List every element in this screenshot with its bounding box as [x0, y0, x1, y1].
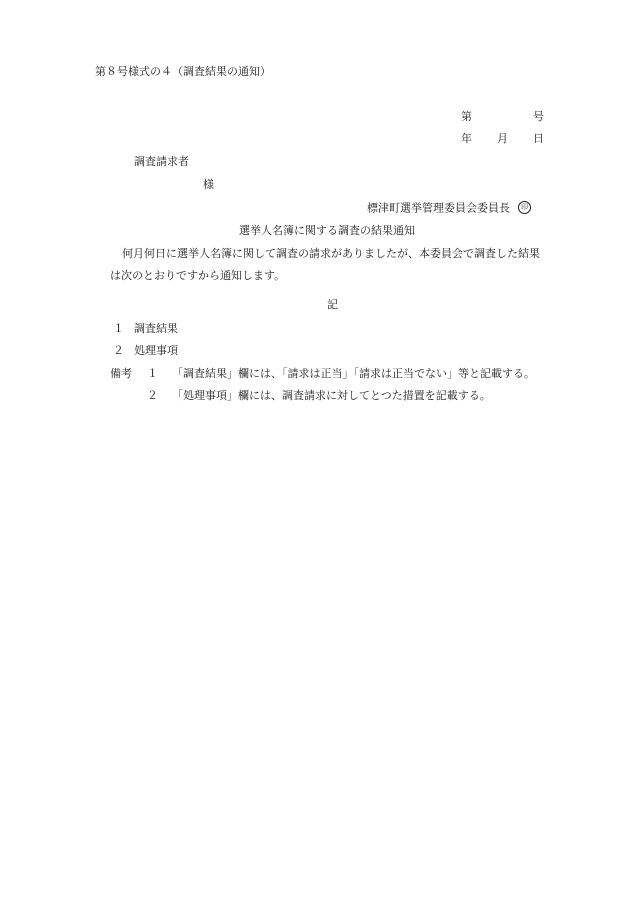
- number-suffix: 号: [533, 110, 544, 123]
- note-number: １: [147, 367, 158, 380]
- note-text: 「調査結果」欄には、「請求は正当」「請求は正当でない」等と記載する。: [172, 367, 535, 380]
- ki-heading: 記: [327, 298, 338, 311]
- date-year: 年: [461, 132, 472, 145]
- item-text: 調査結果: [134, 322, 178, 335]
- number-prefix: 第: [461, 110, 472, 123]
- recipient-label: 調査請求者: [134, 155, 189, 168]
- body-line-1: 何月何日に選挙人名簿に関して調査の請求がありましたが、本委員会で調査した結果: [122, 247, 540, 260]
- date-day: 日: [533, 132, 544, 145]
- note-number: ２: [147, 389, 158, 402]
- notes-label: 備考: [110, 367, 132, 380]
- item-number: ２: [113, 344, 124, 357]
- recipient-honorific: 様: [203, 178, 214, 191]
- item-number: １: [113, 322, 124, 335]
- sender-name: 標津町選挙管理委員会委員長: [367, 201, 510, 215]
- sender-line: [367, 202, 531, 215]
- note-text: 「処理事項」欄には、調査請求に対してとつた措置を記載する。: [172, 389, 491, 402]
- body-line-2: は次のとおりですから通知します。: [110, 269, 286, 282]
- form-label: 第８号様式の４（調査結果の通知）: [95, 65, 271, 78]
- document-title: 選挙人名簿に関する調査の結果通知: [239, 224, 415, 237]
- item-text: 処理事項: [134, 344, 178, 357]
- date-month: 月: [497, 132, 508, 145]
- seal-mark: 印: [518, 201, 531, 214]
